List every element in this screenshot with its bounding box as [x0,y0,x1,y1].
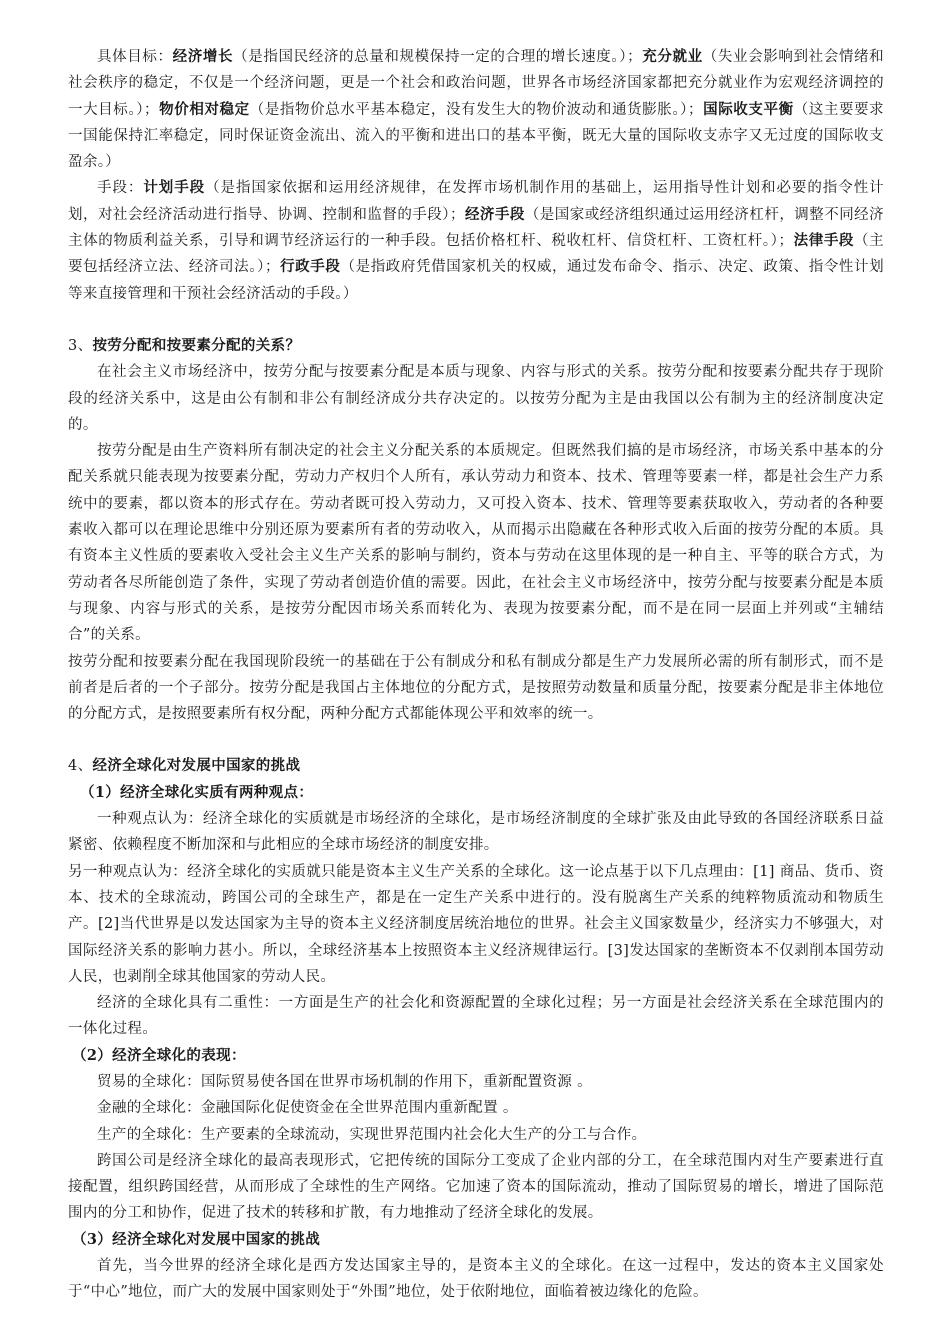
section-4-number: 4、 [68,758,93,775]
subsection-1-title: （1）经济全球化实质有两种观点： [80,783,314,801]
subsection-2-title: （2）经济全球化的表现： [72,1046,246,1064]
desc-full-employment: （失业会影响到社会情绪和社会秩序的稳定，不仅是一个经济问题，更是一个社会和政治问题，世界各市场经济国家都把充分就业作为宏观经济调控的一大目标。）； [68,49,884,118]
section-3-paragraph: 按劳分配和按要素分配在我国现阶段统一的基础在于公有制成分和私有制成分都是生产力发展所必需的所有制形式，而不是前者是后者的一个子部分。按劳分配是我国占主体地位的分配方式，是按照劳动数量和质量分配，按要素分配是非主体地位的分配方式，是按照要素所有权分配，两种分配方式都能体现公平和效率的统一。 [68,653,884,723]
term-legal-means: 法律手段 [793,232,855,250]
desc-administrative-means: （是指政府凭借国家机关的权威，通过发布命令、指示、决定、政策、指令性计划等来直接管理和干预社会经济活动的手段。） [68,259,884,302]
subsection-3-heading [68,1227,884,1253]
subsection-3-title: （3）经济全球化对发展中国家的挑战 [72,1230,321,1248]
globalization-item: 生产的全球化：生产要素的全球流动，实现世界范围内社会化大生产的分工与合作。 [97,1126,647,1143]
view-one-paragraph: 一种观点认为：经济全球化的实质就是市场经济的全球化，是市场经济制度的全球扩张及由此导致的各国经济联系日益紧密、依赖程度不断加深和与此相应的全球市场经济的制度安排。 [68,811,884,854]
section-3-heading [68,333,884,359]
multinational-paragraph: 跨国公司是经济全球化的最高表现形式，它把传统的国际分工变成了企业内部的分工，在全球范围内对生产要素进行直接配置，组织跨国经营，从而形成了全球性的生产网络。它加速了资本的国际流动，推动了国际贸易的增长，增进了国际范围内的分工和协作，促进了技术的转移和扩散，有力地推动了经济全球化的发展。 [68,1152,884,1222]
desc-legal-means: （主要包括经济立法、经济司法。）； [68,233,884,276]
subsection-1-heading [68,780,884,806]
challenge-paragraph: 首先，当今世界的经济全球化是西方发达国家主导的，是资本主义的全球化。在这一过程中，发达的资本主义国家处于“中心”地位，而广大的发展中国家则处于“外围”地位，处于依附地位，面临着被边缘化的危险。 [68,1258,884,1301]
section-3-title: 按劳分配和按要素分配的关系？ [92,336,301,354]
desc-economic-growth: （是指国民经济的总量和规模保持一定的合理的增长速度。）； [233,49,642,65]
desc-economic-means: （是国家或经济组织通过运用经济杠杆，调整不同经济主体的物质利益关系，引导和调节经济运行的一种手段。包括价格杠杆、税收杠杆、信贷杠杆、工资杠杆。）； [68,206,884,250]
section-4-title: 经济全球化对发展中国家的挑战 [92,757,301,775]
section-4-heading [68,753,884,779]
desc-planning-means: （是指国家依据和运用经济规律，在发挥市场机制作用的基础上，运用指导性计划和必要的指令性计划，对社会经济活动进行指导、协调、控制和监督的手段）； [68,180,884,223]
subsection-2-heading [68,1043,884,1069]
section-3-paragraph: 在社会主义市场经济中，按劳分配与按要素分配是本质与现象、内容与形式的关系。按劳分配和按要素分配共存于现阶段的经济关系中，这是由公有制和非公有制经济成分共存决定的。以按劳分配为主是由我国以公有制为主的经济制度决定的。 [68,364,884,433]
view-two-paragraph: 另一种观点认为：经济全球化的实质就只能是资本主义生产关系的全球化。这一论点基于以下几点理由：[1] 商品、货币、资本、技术的全球流动，跨国公司的全球生产，都是在一定生产关系中进行的。没有脱离生产关系的纯粹物质流动和物质生产。[2]当代世界是以发达国家为主导的资本主义经济制度居统治地位的世界。社会主义国家数量少，经济实力不够强大，对国际经济关系的影响力甚小。所以，全球经济基本上按照资本主义经济规律运行。[3]发达国家的垄断资本不仅剥削本国劳动人民，也剥削全球其他国家的劳动人民。 [68,863,884,985]
desc-price-stability: （是指物价总水平基本稳定，没有发生大的物价波动和通货膨胀。）； [249,101,703,118]
term-price-stability: 物价相对稳定 [158,100,250,118]
means-lead: 手段： [97,180,144,197]
section-3-number: 3、 [68,337,93,354]
term-administrative-means: 行政手段 [279,258,341,276]
desc-balance-of-payments: （这主要要求一国能保持汇率稳定，同时保证资金流出、流入的平衡和进出口的基本平衡，既无大量的国际收支赤字又无过度的国际收支盈余。） [68,101,885,171]
term-balance-of-payments: 国际收支平衡 [702,100,794,118]
duality-paragraph: 经济的全球化具有二重性：一方面是生产的社会化和资源配置的全球化过程；另一方面是社会经济关系在全球范围内的一体化过程。 [68,995,884,1038]
economic-goals-paragraph [68,44,884,175]
globalization-item: 贸易的全球化：国际贸易使各国在世界市场机制的作用下，重新配置资源 。 [97,1073,593,1090]
term-economic-means: 经济手段 [464,205,525,223]
section-3-paragraph: 按劳分配是由生产资料所有制决定的社会主义分配关系的本质规定。但既然我们搞的是市场经济，市场关系中基本的分配关系就只能表现为按要素分配，劳动力产权归个人所有，承认劳动力和资本、技术、管理等要素一样，都是社会生产力系统中的要素，都以资本的形式存在。劳动者既可投入劳动力，又可投入资本、技术、管理等要素获取收入，劳动者的各种要素收入都可以在理论思维中分别还原为要素所有者的劳动收入，从而揭示出隐藏在各种形式收入后面的按劳分配的本质。具有资本主义性质的要素收入受社会主义生产关系的影响与制约，资本与劳动在这里体现的是一种自主、平等的联合方式，为劳动者各尽所能创造了条件，实现了劳动者创造价值的需要。因此，在社会主义市场经济中，按劳分配与按要素分配是本质与现象、内容与形式的关系，是按劳分配因市场关系而转化为、表现为按要素分配，而不是在同一层面上并列或“主辅结合”的关系。 [68,443,884,644]
term-full-employment: 充分就业 [641,48,703,65]
goals-lead: 具体目标： [97,49,173,65]
policy-means-paragraph [68,175,884,306]
term-planning-means: 计划手段 [143,179,206,197]
term-economic-growth: 经济增长 [172,48,234,65]
globalization-item: 金融的全球化：金融国际化促使资金在全世界范围内重新配置 。 [97,1100,518,1117]
